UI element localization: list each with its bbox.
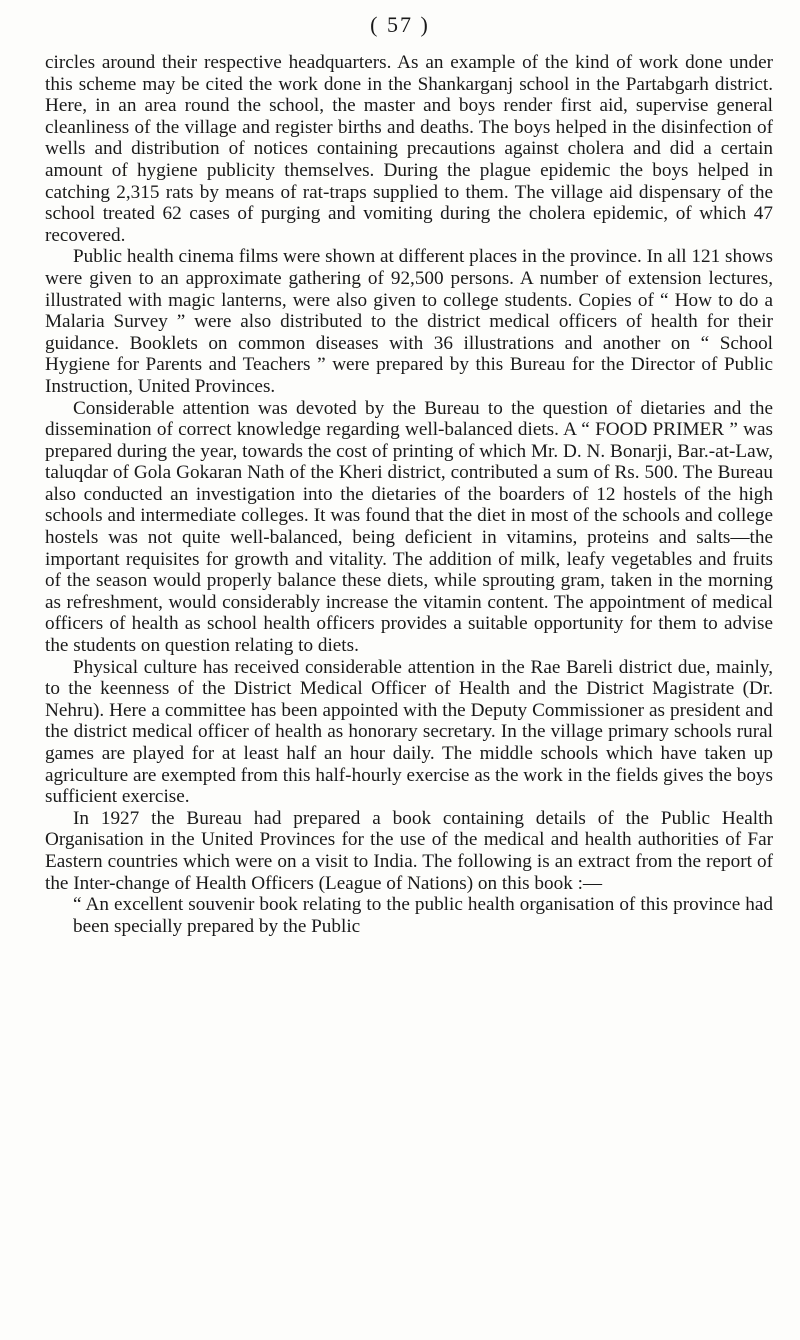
paragraph-physical-culture: Physical culture has received considerable attention in the Rae Bareli district due, mainly, to the keenness of the District Medical Officer of Health and the District Magistrate (Dr. Nehru). Here a committee has been appointed with the Deputy Commissioner as president and the district medical officer of health as honorary secretary. In the village primary schools rural games are played for at least half an hour daily. The middle schools which have taken up agriculture are exempted from this half-hourly exercise as the work in the fields gives the boys sufficient exercise. bbox=[45, 656, 773, 808]
paragraph-cinema-films: Public health cinema films were shown at different places in the province. In all 121 shows were given to an approximate gathering of 92,500 persons. A number of extension lectures, illustrated with magic lanterns, were also given to college students. Copies of “ How to do a Malaria Survey ” were also distributed to the district medical officers of health for their guidance. Booklets on common diseases with 36 illustrations and another on “ School Hygiene for Parents and Teachers ” were prepared by this Bureau for the Director of Public Instruction, United Provinces. bbox=[45, 246, 773, 397]
paragraph-dietaries: Considerable attention was devoted by the Bureau to the question of dietaries and the dissemination of correct knowledge regarding well-balanced diets. A “ FOOD PRIMER ” was prepared during the year, towards the cost of printing of which Mr. D. N. Bonarji, Bar.-at-Law, taluqdar of Gola Gokaran Nath of the Kheri district, contributed a sum of Rs. 500. The Bureau also conducted an investigation into the dietaries of the boarders of 12 hostels of the high schools and intermediate colleges. It was found that the diet in most of the schools and college hostels was not quite well-balanced, being deficient in vitamins, proteins and salts—the important requisites for growth and vitality. The addition of milk, leafy vegetables and fruits of the season would properly balance these diets, while sprouting gram, taken in the morning as refreshment, would considerably increase the vitamin content. The appointment of medical officers of health as school health officers provides a suitable opportunity for them to advise the students on question relating to diets. bbox=[45, 397, 773, 657]
paragraph-souvenir-book: In 1927 the Bureau had prepared a book containing details of the Public Health Organisation in the United Provinces for the use of the medical and health authorities of Far Eastern countries which were on a visit to India. The following is an extract from the report of the Inter-change of Health Officers (League of Nations) on this book :— bbox=[45, 807, 773, 894]
quoted-extract: “ An excellent souvenir book relating to the public health organisation of this province had been specially prepared by the Public bbox=[73, 894, 773, 937]
paragraph-school-health-work: circles around their respective headquarters. As an example of the kind of work done under this scheme may be cited the work done in the Shankarganj school in the Partabgarh district. Here, in an area round the school, the master and boys render first aid, supervise general cleanliness of the village and register births and deaths. The boys helped in the disinfection of wells and distribution of notices containing precautions against cholera and did a certain amount of hygiene publicity themselves. During the plague epidemic the boys helped in catching 2,315 rats by means of rat-traps supplied to them. The village aid dispensary of the school treated 62 cases of purging and vomiting during the cholera epidemic, of which 47 recovered. bbox=[45, 52, 773, 246]
body-text bbox=[45, 52, 773, 937]
page-number: ( 57 ) bbox=[370, 12, 430, 37]
